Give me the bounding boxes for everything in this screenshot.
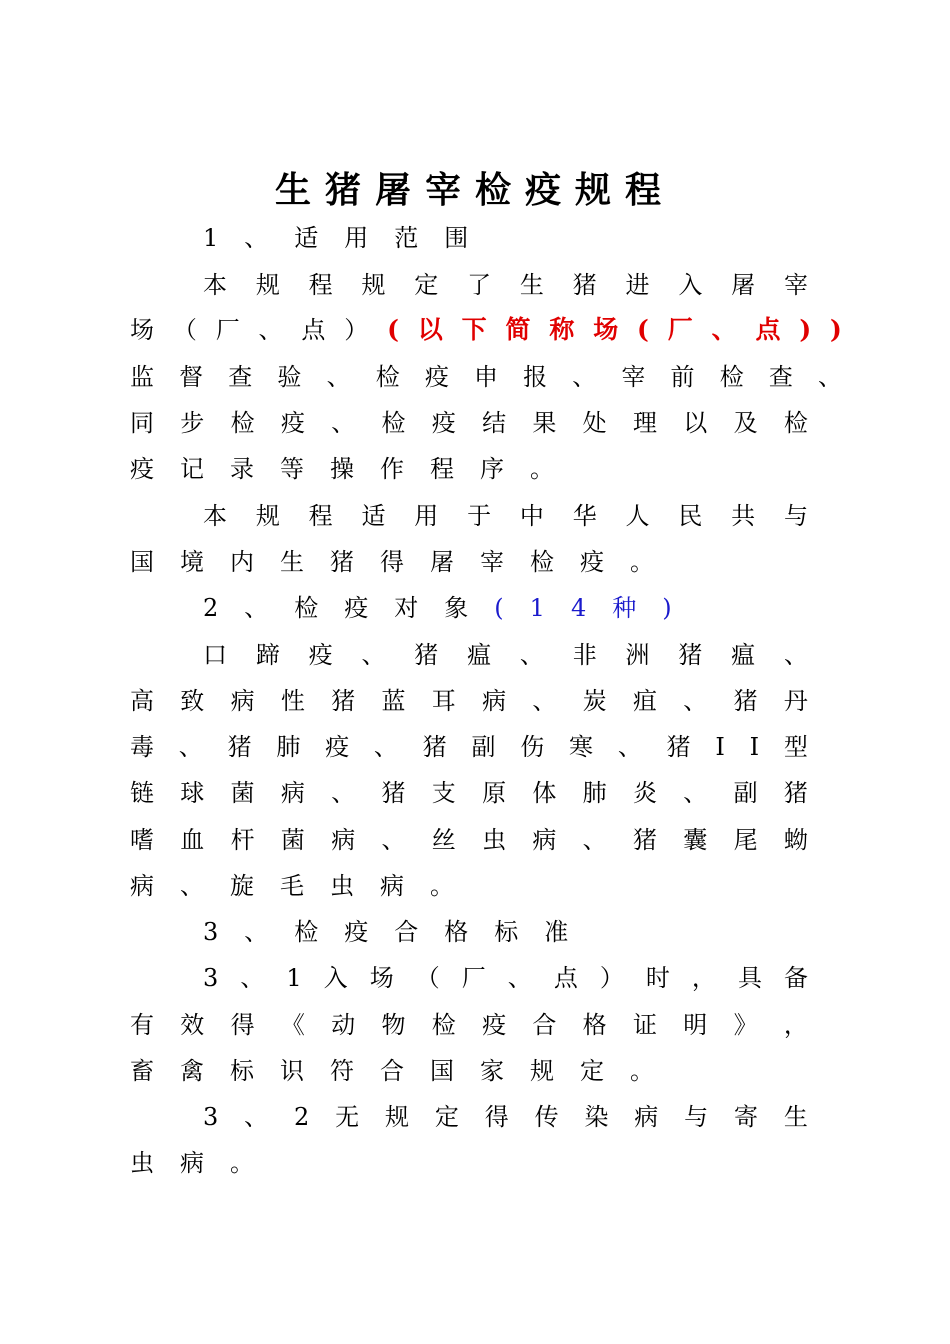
text-line: 范 (394, 224, 419, 252)
text-line: 合 (380, 1057, 404, 1085)
highlighted-note: ( (387, 315, 399, 344)
text-line: 、 (244, 224, 269, 252)
text-line: 3 (203, 918, 219, 946)
text-line: 疫 (580, 548, 604, 576)
text-segment: 2 (203, 594, 219, 622)
text-segment: 、 (244, 594, 269, 622)
text-segment: 检 (294, 594, 319, 622)
text-line: 操 (330, 455, 354, 483)
text-line: 检 (294, 918, 319, 946)
paragraph-line (130, 1051, 808, 1091)
text-line: 。 (630, 548, 654, 576)
count-note: 种 (612, 594, 637, 622)
highlighted-note: ) (799, 315, 812, 344)
text-line: 虫 (330, 872, 354, 900)
paragraph-line: 同 步 检 疫 、 检 疫 结 果 处 理 以 及 检 (130, 409, 808, 437)
text-line: 作 (380, 455, 404, 483)
text-line: 序 (480, 455, 504, 483)
text-line: 。 (230, 1149, 254, 1177)
text-line: 病 (180, 1149, 204, 1177)
paragraph-line (130, 1143, 808, 1183)
paragraph-line (130, 866, 808, 906)
text-line: 。 (430, 872, 454, 900)
text-segment: 疫 (344, 594, 369, 622)
text-segment: 场 (130, 316, 154, 344)
highlighted-note: 称 (549, 315, 575, 344)
paragraph-line (130, 449, 808, 489)
paragraph-line: 3 、 1 入 场 （ 厂 、 点 ） 时 ， 具 备 (203, 964, 808, 992)
text-line: 识 (280, 1057, 304, 1085)
text-line: 国 (430, 1057, 454, 1085)
text-line: 标 (230, 1057, 254, 1085)
text-line: 、 (180, 872, 204, 900)
text-line: 旋 (230, 872, 254, 900)
paragraph-line: 监 督 查 验 、 检 疫 申 报 、 宰 前 检 查 、 (130, 363, 842, 391)
text-line: 国 (130, 548, 154, 576)
text-line: 适 (294, 224, 319, 252)
highlighted-note: ( (637, 315, 649, 344)
text-line: 疫 (130, 455, 154, 483)
text-line: 准 (544, 918, 569, 946)
text-line: 生 (280, 548, 304, 576)
text-segment: 对 (394, 594, 419, 622)
paragraph-line: 毒 、 猪 肺 疫 、 猪 副 伤 寒 、 猪 I I 型 (130, 733, 808, 761)
text-line: 、 (244, 918, 269, 946)
text-line: 1 (203, 224, 219, 252)
text-line: 定 (580, 1057, 604, 1085)
text-line: 规 (530, 1057, 554, 1085)
text-line: 屠 (430, 548, 454, 576)
text-segment: 厂 (215, 316, 240, 344)
count-note: ( (494, 594, 504, 622)
highlighted-note: 厂 (667, 315, 693, 344)
text-line: 等 (280, 455, 304, 483)
text-line: 符 (330, 1057, 354, 1085)
text-line: 合 (394, 918, 419, 946)
text-segment: 点 (301, 316, 326, 344)
highlighted-note: 、 (711, 315, 737, 344)
text-line: 宰 (480, 548, 504, 576)
document-title: 生猪屠宰检疫规程 (274, 169, 675, 211)
highlighted-note: 以 (417, 315, 443, 344)
paragraph-line: 本 规 程 规 定 了 生 猪 进 入 屠 宰 (203, 271, 808, 299)
text-segment: （ (172, 316, 197, 344)
text-segment: 象 (444, 594, 469, 622)
text-line: 畜 (130, 1057, 154, 1085)
text-line: 病 (130, 872, 154, 900)
highlighted-note: 点 (755, 315, 781, 344)
paragraph-line: 3 、 2 无 规 定 得 传 染 病 与 寄 生 (203, 1103, 808, 1131)
section-2-heading (203, 588, 808, 628)
text-line: 格 (444, 918, 469, 946)
paragraph-line (130, 310, 842, 350)
paragraph-line: 口 蹄 疫 、 猪 瘟 、 非 洲 猪 瘟 、 (203, 641, 808, 669)
text-segment: 、 (258, 316, 283, 344)
count-note: ) (662, 594, 672, 622)
text-line: 毛 (280, 872, 304, 900)
text-line: 家 (480, 1057, 504, 1085)
count-note: 4 (570, 594, 587, 622)
section-3-heading (203, 912, 808, 952)
highlighted-note: ) (830, 315, 842, 344)
paragraph-line (130, 542, 808, 582)
text-line: 得 (380, 548, 404, 576)
highlighted-note: 简 (505, 315, 531, 344)
text-line: 围 (444, 224, 469, 252)
text-line: 检 (530, 548, 554, 576)
text-line: 录 (230, 455, 254, 483)
paragraph-line: 嗜 血 杆 菌 病 、 丝 虫 病 、 猪 囊 尾 蚴 (130, 826, 808, 854)
paragraph-line: 链 球 菌 病 、 猪 支 原 体 肺 炎 、 副 猪 (130, 779, 808, 807)
text-line: 禽 (180, 1057, 204, 1085)
text-line: 记 (180, 455, 204, 483)
text-line: 猪 (330, 548, 354, 576)
text-line: 内 (230, 548, 254, 576)
paragraph-line: 有 效 得 《 动 物 检 疫 合 格 证 明 》 ， (130, 1011, 808, 1039)
section-1-heading (203, 218, 808, 258)
text-line: 疫 (344, 918, 369, 946)
text-line: 病 (380, 872, 404, 900)
count-note: 1 (529, 594, 545, 622)
text-segment: ） (344, 316, 369, 344)
paragraph-line: 本 规 程 适 用 于 中 华 人 民 共 与 (203, 502, 808, 530)
text-line: 。 (530, 455, 554, 483)
text-line: 境 (180, 548, 204, 576)
text-line: 程 (430, 455, 454, 483)
paragraph-line: 高 致 病 性 猪 蓝 耳 病 、 炭 疽 、 猪 丹 (130, 687, 808, 715)
text-line: 标 (494, 918, 519, 946)
text-line: 用 (344, 224, 369, 252)
text-line: 虫 (130, 1149, 154, 1177)
text-line: 。 (630, 1057, 654, 1085)
highlighted-note: 下 (461, 315, 487, 344)
highlighted-note: 场 (593, 315, 619, 344)
